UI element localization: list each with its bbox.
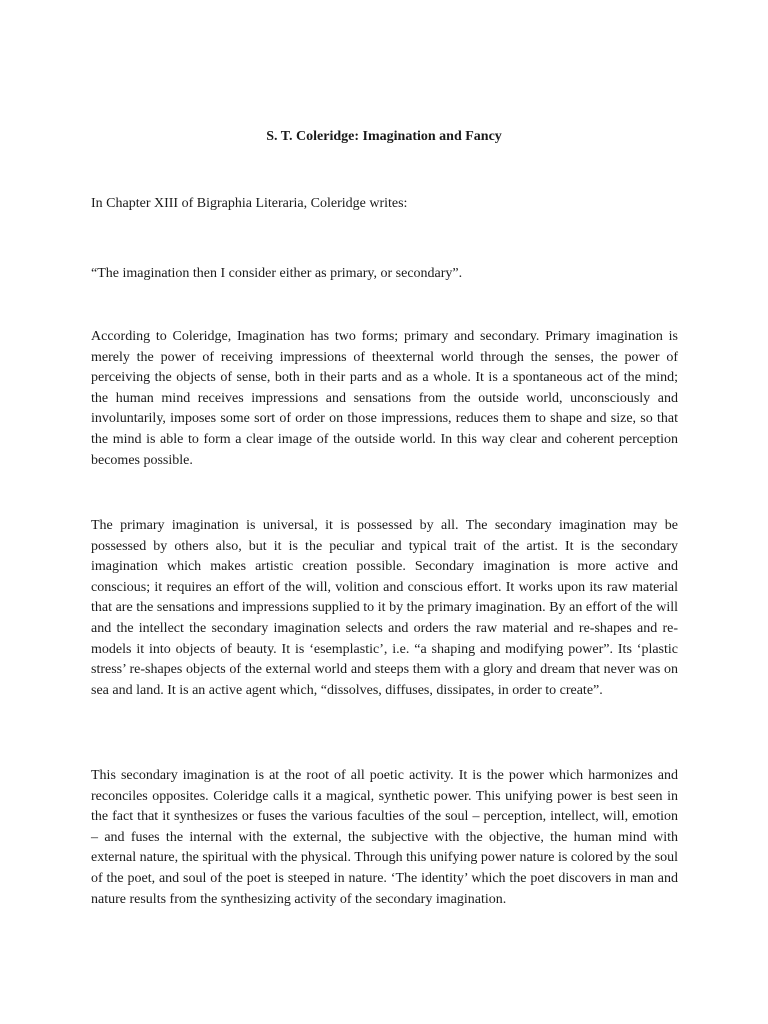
paragraph-secondary-imagination: The primary imagination is universal, it is possessed by all. The secondary imagination may be possessed by others also, but it is the peculiar and typical trait of the artist. It is the secondary imagination which makes artistic creation possible. Secondary imagination is more active and conscious; it requires an effort of the will, volition and conscious effort. It works upon its raw material that are the sensations and impressions supplied to it by the primary imagination. By an effort of the will and the intellect the secondary imagination selects and orders the raw material and re-shapes and re-models it into objects of beauty. It is ‘esemplastic’, i.e. “a shaping and modifying power”. Its ‘plastic stress’ re-shapes objects of the external world and steeps them with a glory and dream that never was on sea and land. It is an active agent which, “dissolves, diffuses, dissipates, in order to create”.	[91, 518, 678, 698]
intro-line: In Chapter XIII of Bigraphia Literaria, Coleridge writes:	[91, 196, 408, 211]
paragraph-primary-imagination: According to Coleridge, Imagination has two forms; primary and secondary. Primary imagination is merely the power of receiving impressions of theexternal world through the senses, the power of perceiving the objects of sense, both in their parts and as a whole. It is a spontaneous act of the mind; the human mind receives impressions and sensations from the outside world, unconsciously and involuntarily, imposes some sort of order on those impressions, reduces them to shape and size, so that the mind is able to form a clear image of the outside world. In this way clear and coherent perception becomes possible.	[91, 329, 678, 468]
page-title: S. T. Coleridge: Imagination and Fancy	[266, 129, 502, 144]
quotation: “The imagination then I consider either as primary, or secondary”.	[91, 266, 463, 281]
paragraph-poetic-activity: This secondary imagination is at the root of all poetic activity. It is the power which harmonizes and reconciles opposites. Coleridge calls it a magical, synthetic power. This unifying power is best seen in the fact that it synthesizes or fuses the various faculties of the soul – perception, intellect, will, emotion – and fuses the internal with the external, the subjective with the objective, the human mind with external nature, the spiritual with the physical. Through this unifying power nature is colored by the soul of the poet, and soul of the poet is steeped in nature. ‘The identity’ which the poet discovers in man and nature results from the synthesizing activity of the secondary imagination.	[91, 768, 678, 907]
